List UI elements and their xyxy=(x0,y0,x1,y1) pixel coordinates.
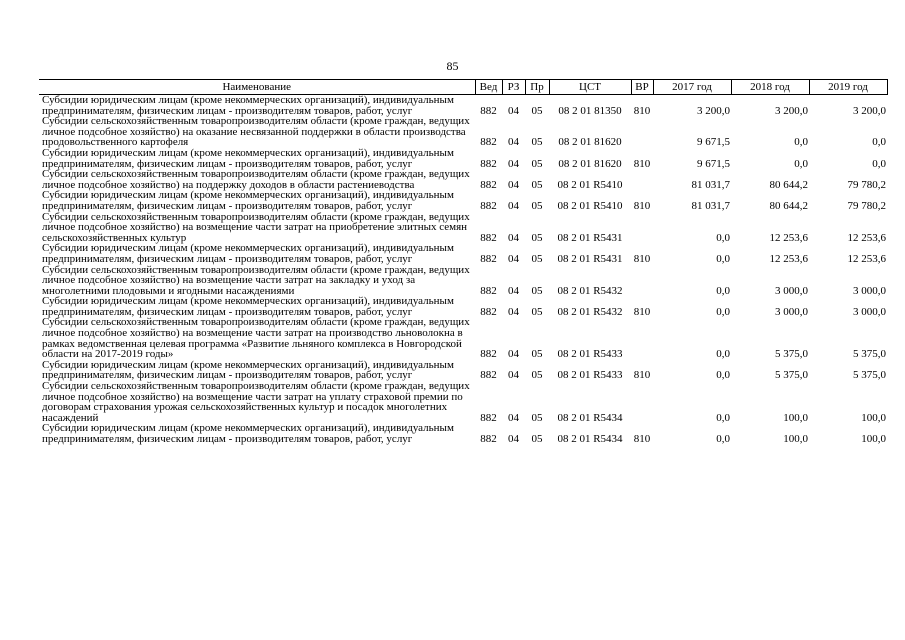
row-pr: 05 xyxy=(531,231,543,244)
row-cst: 08 2 01 81620 xyxy=(558,157,622,170)
row-ved: 882 xyxy=(480,284,497,297)
row-name: Субсидии сельскохозяйственным товаропроизводителям области (кроме граждан, ведущих личное подсобное хозяйство) на возмещение части затрат на закладку и уход за многолетними плодовыми и ягодными насаждениями xyxy=(42,263,470,297)
row-pr: 05 xyxy=(531,136,543,149)
row-pr: 05 xyxy=(531,411,543,424)
row-vr: 810 xyxy=(633,157,651,170)
row-pr: 05 xyxy=(531,369,543,382)
row-rz: 04 xyxy=(508,157,519,170)
row-name: Субсидии юридическим лицам (кроме некоммерческих организаций), индивидуальным предпринимателям, физическим лицам - производителям товаров, работ, услуг xyxy=(42,146,454,170)
row-vr xyxy=(631,116,653,148)
row-rz: 04 xyxy=(508,284,519,297)
row-cst: 08 2 01 R5434 xyxy=(557,433,623,445)
row-2017: 3 200,0 xyxy=(697,104,730,117)
row-pr: 05 xyxy=(531,348,543,361)
row-vr xyxy=(631,317,653,359)
header-cst: ЦСТ xyxy=(549,80,631,95)
row-rz: 04 xyxy=(508,369,519,382)
table-row xyxy=(39,169,887,190)
row-vr: 810 xyxy=(633,252,651,265)
row-2018: 3 200,0 xyxy=(775,104,808,117)
row-pr: 05 xyxy=(531,157,543,170)
row-2017: 0,0 xyxy=(716,305,730,318)
table-row xyxy=(39,212,887,244)
row-cst: 08 2 01 81350 xyxy=(558,104,622,117)
row-rz: 04 xyxy=(508,136,519,149)
row-vr: 810 xyxy=(633,305,651,318)
header-pr: Пр xyxy=(525,80,549,95)
row-2018: 0,0 xyxy=(794,136,808,149)
row-rz: 04 xyxy=(508,104,519,117)
header-2019: 2019 год xyxy=(809,80,887,95)
row-name: Субсидии сельскохозяйственным товаропроизводителям области (кроме граждан, ведущих личное подсобное хозяйство) на возмещение части затрат на приобретение элитных семян сельскохозяйственных культур xyxy=(42,210,470,244)
row-rz: 04 xyxy=(508,199,519,212)
table-header-row xyxy=(39,80,887,95)
row-cst: 08 2 01 R5432 xyxy=(557,284,623,297)
row-2019: 0,0 xyxy=(872,157,886,170)
row-2018: 5 375,0 xyxy=(775,369,808,382)
row-ved: 882 xyxy=(480,433,497,445)
row-name: Субсидии сельскохозяйственным товаропроизводителям области (кроме граждан, ведущих личное подсобное хозяйство) на поддержку доходов в области растениеводства xyxy=(42,168,470,191)
row-ved: 882 xyxy=(480,305,497,318)
row-rz: 04 xyxy=(508,231,519,244)
row-pr: 05 xyxy=(531,305,543,318)
row-ved: 882 xyxy=(480,199,497,212)
table-row xyxy=(39,116,887,148)
row-2017: 0,0 xyxy=(716,231,730,244)
row-vr xyxy=(631,381,653,423)
row-2019: 3 000,0 xyxy=(853,305,886,318)
table-row xyxy=(39,95,887,117)
row-ved: 882 xyxy=(480,252,497,265)
row-ved: 882 xyxy=(480,411,497,424)
row-2017: 0,0 xyxy=(716,284,730,297)
row-rz: 04 xyxy=(508,305,519,318)
row-ved: 882 xyxy=(480,231,497,244)
row-ved: 882 xyxy=(480,369,497,382)
header-name: Наименование xyxy=(39,80,475,95)
row-ved: 882 xyxy=(480,136,497,149)
row-cst: 08 2 01 R5433 xyxy=(557,348,623,361)
table-row xyxy=(39,296,887,317)
table-row xyxy=(39,317,887,359)
header-ved: Вед xyxy=(475,80,502,95)
row-vr xyxy=(631,212,653,244)
row-2019: 12 253,6 xyxy=(847,231,886,244)
row-pr: 05 xyxy=(531,199,543,212)
row-ved: 882 xyxy=(480,348,497,361)
row-2019: 79 780,2 xyxy=(847,199,886,212)
row-2019: 5 375,0 xyxy=(853,369,886,382)
header-2018: 2018 год xyxy=(731,80,809,95)
row-2017: 9 671,5 xyxy=(697,136,730,149)
table-row xyxy=(39,360,887,381)
row-cst: 08 2 01 81620 xyxy=(558,136,622,149)
row-name: Субсидии сельскохозяйственным товаропроизводителям области (кроме граждан, ведущих личное подсобное хозяйство) на возмещение части затрат на производство льноволокна в рамках ведомственная целевая программа «Развитие льняного комплекса в Новгородской области на 2017-2019 годы» xyxy=(42,316,470,361)
row-2019: 79 780,2 xyxy=(847,178,886,191)
row-cst: 08 2 01 R5431 xyxy=(557,252,623,265)
row-2019: 3 200,0 xyxy=(853,104,886,117)
table-row xyxy=(39,243,887,264)
row-2018: 12 253,6 xyxy=(769,252,808,265)
row-2017: 81 031,7 xyxy=(691,178,730,191)
row-pr: 05 xyxy=(531,252,543,265)
row-2019: 0,0 xyxy=(872,136,886,149)
row-2019: 12 253,6 xyxy=(847,252,886,265)
row-cst: 08 2 01 R5432 xyxy=(557,305,623,318)
row-vr: 810 xyxy=(633,433,651,445)
row-name: Субсидии юридическим лицам (кроме некоммерческих организаций), индивидуальным предпринимателям, физическим лицам - производителям товаров, работ, услуг xyxy=(42,358,454,382)
row-vr: 810 xyxy=(633,104,651,117)
row-ved: 882 xyxy=(480,178,497,191)
row-pr: 05 xyxy=(531,433,543,445)
row-cst: 08 2 01 R5431 xyxy=(557,231,623,244)
table-row xyxy=(39,265,887,297)
header-vr: ВР xyxy=(631,80,653,95)
row-2018: 100,0 xyxy=(783,433,808,445)
row-2018: 5 375,0 xyxy=(775,348,808,361)
row-rz: 04 xyxy=(508,348,519,361)
row-name: Субсидии сельскохозяйственным товаропроизводителям области (кроме граждан, ведущих личное подсобное хозяйство) на оказание несвязанной поддержки в области производства продовольственного картофеля xyxy=(42,115,470,149)
row-vr xyxy=(631,169,653,190)
row-name: Субсидии сельскохозяйственным товаропроизводителям области (кроме граждан, ведущих личное подсобное хозяйство) на возмещение части затрат на уплату страховой премии по договорам страхования урожая сельскохозяйственных культур и посадок многолетних насаждений xyxy=(42,380,470,424)
row-2018: 3 000,0 xyxy=(775,305,808,318)
table-row xyxy=(39,190,887,211)
row-2018: 80 644,2 xyxy=(769,178,808,191)
table-row xyxy=(39,381,887,423)
row-cst: 08 2 01 R5410 xyxy=(557,199,623,212)
table-row xyxy=(39,423,887,444)
row-cst: 08 2 01 R5434 xyxy=(557,411,623,424)
row-2019: 3 000,0 xyxy=(853,284,886,297)
row-2017: 0,0 xyxy=(716,369,730,382)
row-ved: 882 xyxy=(480,157,497,170)
row-2018: 100,0 xyxy=(783,411,808,424)
header-2017: 2017 год xyxy=(653,80,731,95)
row-name: Субсидии юридическим лицам (кроме некоммерческих организаций), индивидуальным предпринимателям, физическим лицам - производителям товаров, работ, услуг xyxy=(42,189,454,212)
row-2017: 0,0 xyxy=(716,411,730,424)
row-2018: 80 644,2 xyxy=(769,199,808,212)
row-rz: 04 xyxy=(508,252,519,265)
row-pr: 05 xyxy=(531,104,543,117)
row-cst: 08 2 01 R5410 xyxy=(557,178,623,191)
row-name: Субсидии юридическим лицам (кроме некоммерческих организаций), индивидуальным предпринимателям, физическим лицам - производителям товаров, работ, услуг xyxy=(42,94,454,117)
row-rz: 04 xyxy=(508,178,519,191)
table-body xyxy=(39,95,887,445)
row-pr: 05 xyxy=(531,178,543,191)
page-number: 85 xyxy=(446,59,459,73)
row-2017: 0,0 xyxy=(716,433,730,445)
row-vr: 810 xyxy=(633,369,651,382)
row-name: Субсидии юридическим лицам (кроме некоммерческих организаций), индивидуальным предпринимателям, физическим лицам - производителям товаров, работ, услуг xyxy=(42,422,454,445)
row-vr: 810 xyxy=(633,199,651,212)
row-2017: 81 031,7 xyxy=(691,199,730,212)
row-rz: 04 xyxy=(508,411,519,424)
row-ved: 882 xyxy=(480,104,497,117)
row-pr: 05 xyxy=(531,284,543,297)
row-name: Субсидии юридическим лицам (кроме некоммерческих организаций), индивидуальным предпринимателям, физическим лицам - производителям товаров, работ, услуг xyxy=(42,242,454,265)
row-2017: 9 671,5 xyxy=(697,157,730,170)
row-cst: 08 2 01 R5433 xyxy=(557,369,623,382)
row-2019: 5 375,0 xyxy=(853,348,886,361)
table-row xyxy=(39,148,887,169)
row-vr xyxy=(631,265,653,297)
header-rz: РЗ xyxy=(502,80,525,95)
row-2018: 0,0 xyxy=(794,157,808,170)
row-2018: 3 000,0 xyxy=(775,284,808,297)
row-2017: 0,0 xyxy=(716,252,730,265)
row-2019: 100,0 xyxy=(861,411,886,424)
row-2019: 100,0 xyxy=(861,433,886,445)
row-rz: 04 xyxy=(508,433,519,445)
row-2018: 12 253,6 xyxy=(769,231,808,244)
row-2017: 0,0 xyxy=(716,348,730,361)
row-name: Субсидии юридическим лицам (кроме некоммерческих организаций), индивидуальным предпринимателям, физическим лицам - производителям товаров, работ, услуг xyxy=(42,295,454,318)
budget-table xyxy=(39,79,888,445)
